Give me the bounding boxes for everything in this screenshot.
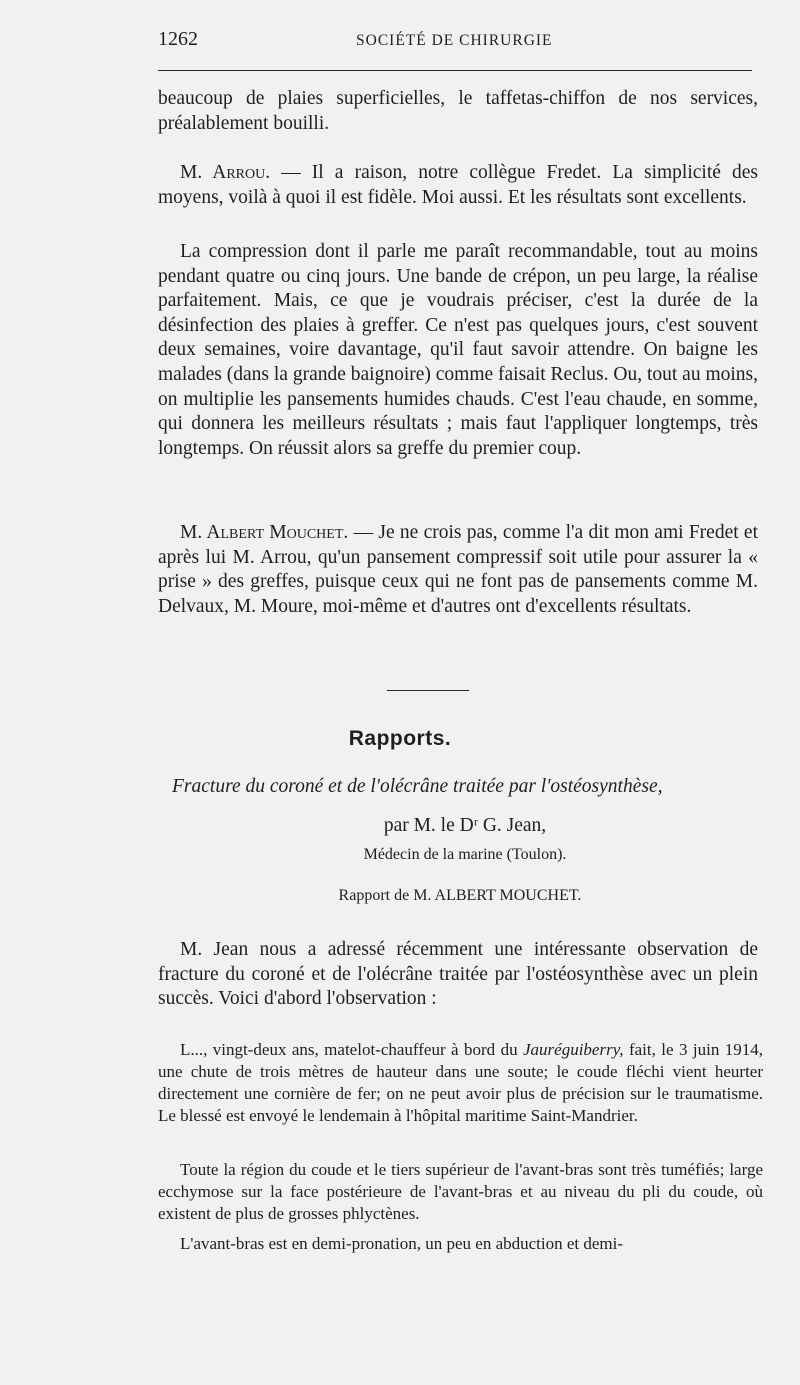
article-byline: par M. le Dʳ G. Jean,: [383, 815, 547, 836]
paragraph-arrou-text: — Il a raison, notre collègue Fredet. La simplicité des moyens, voilà à quoi il est fidèle. Moi aussi. Et les résultats sont excellents.: [158, 162, 758, 208]
paragraph-continuation: beaucoup de plaies superficielles, le taffetas-chiffon de nos services, préalablement bouilli.: [158, 88, 758, 134]
section-divider: [387, 690, 469, 691]
speaker-mouchet: M. Albert Mouchet.: [180, 522, 349, 543]
page-header: [158, 28, 754, 52]
paragraph-mouchet-text: — Je ne crois pas, comme l'a dit mon ami Fredet et après lui M. Arrou, qu'un pansement compressif soit utile pour assurer la « prise » des greffes, puisque ceux qui ne font pas de pansements comme M. Delvaux, M. Moure, moi-même et d'autres ont d'excellents résultats.: [158, 522, 758, 617]
observation-1-rest: fait, le 3 juin 1914, une chute de trois mètres de hauteur dans une soute; le coude fléchi vient heurter directement une cornière de fer; on ne peut avoir plus de précision sur le traumatisme. Le blessé est envoyé le lendemain à l'hôpital maritime Saint-Mandrier.: [158, 1040, 763, 1125]
article-title: Fracture du coroné et de l'olécrâne traitée par l'ostéosynthèse,: [172, 776, 663, 797]
speaker-arrou: M. Arrou.: [180, 162, 271, 183]
observation-paragraph-1: [158, 1039, 763, 1127]
paragraph-arrou: [158, 161, 758, 210]
observation-1-start: L..., vingt-deux ans, matelot-chauffeur à bord du: [180, 1040, 523, 1059]
author-affiliation: Médecin de la marine (Toulon).: [363, 846, 567, 863]
ship-name: Jauréguiberry,: [522, 1040, 624, 1059]
paragraph-intro: M. Jean nous a adressé récemment une intéressante observation de fracture du coroné et de l'olécrâne traitée par l'ostéosynthèse avec un plein succès. Voici d'abord l'observation :: [158, 939, 758, 1010]
paragraph-mouchet: [158, 521, 758, 619]
report-by: Rapport de M. ALBERT MOUCHET.: [338, 887, 582, 904]
header-rule: [158, 70, 752, 71]
observation-paragraph-2: Toute la région du coude et le tiers supérieur de l'avant-bras sont très tuméfiés; large ecchymose sur la face postérieure de l'avant-bras et au niveau du pli du coude, où existent de plus de grosses phlyctènes.: [158, 1160, 763, 1223]
section-title: Rapports.: [348, 727, 452, 750]
running-head: SOCIÉTÉ DE CHIRURGIE: [356, 32, 553, 49]
observation-paragraph-3: L'avant-bras est en demi-pronation, un peu en abduction et demi-: [180, 1234, 624, 1253]
paragraph-compression: La compression dont il parle me paraît recommandable, tout au moins pendant quatre ou cinq jours. Une bande de crépon, un peu large, la réalise parfaitement. Mais, ce que je voudrais préciser, c'est la durée de la désinfection des plaies à greffer. Ce n'est pas quelques jours, c'est souvent deux semaines, voire davantage, qu'il faut savoir attendre. On baigne les malades (dans la grande baignoire) comme faisait Reclus. Ou, tout au moins, on multiplie les pansements humides chauds. C'est l'eau chaude, en somme, qui donnera les meilleurs résultats ; mais faut l'appliquer longtemps, très longtemps. On réussit alors sa greffe du premier coup.: [158, 241, 758, 459]
page-number: 1262: [158, 28, 198, 50]
